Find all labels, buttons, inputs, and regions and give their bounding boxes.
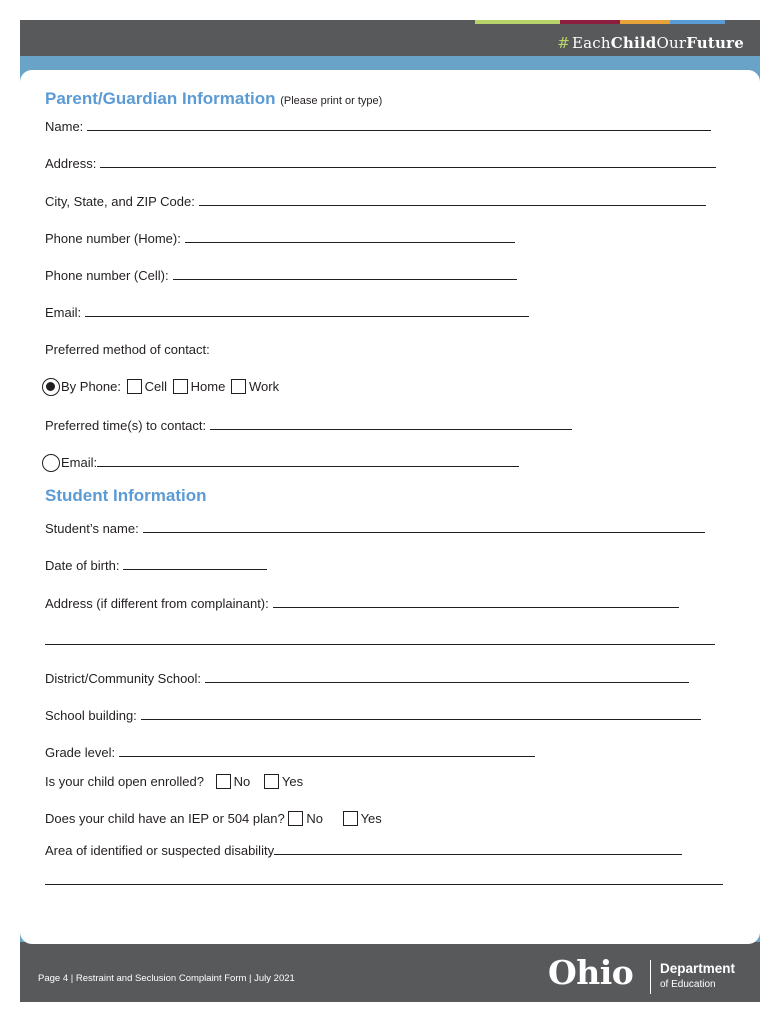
color-stripes	[20, 20, 760, 24]
preferred-time-label: Preferred time(s) to contact:	[45, 418, 207, 433]
iep-label: Does your child have an IEP or 504 plan?	[45, 811, 285, 826]
ohio-logo: Ohio	[548, 953, 634, 992]
campaign-logo: # EachChildOurFuture	[557, 34, 744, 52]
parent-section-heading: Parent/Guardian Information (Please print or type)	[45, 89, 383, 108]
department-line-1: Department	[660, 961, 736, 976]
phone-cell-label: Phone number (Cell):	[45, 268, 169, 283]
student-address-row-2	[45, 632, 715, 649]
disability-field[interactable]	[274, 842, 682, 855]
student-address-field-2[interactable]	[45, 632, 715, 645]
student-address-label: Address (if different from complainant):	[45, 596, 269, 611]
dob-field[interactable]	[123, 557, 267, 570]
address-row	[45, 155, 716, 172]
address-field[interactable]	[100, 155, 716, 168]
address-label: Address:	[45, 156, 97, 171]
building-field[interactable]	[141, 707, 701, 720]
city-field[interactable]	[199, 193, 706, 206]
home-label: Home	[190, 379, 226, 394]
iep-row	[45, 811, 382, 827]
email-row	[45, 304, 529, 321]
grade-row	[45, 744, 535, 761]
open-enrolled-label: Is your child open enrolled?	[45, 774, 204, 789]
page-footer-text: Page 4 | Restraint and Seclusion Complaint Form | July 2021	[38, 973, 295, 984]
open-enrolled-row	[45, 774, 303, 790]
iep-no-checkbox[interactable]	[288, 811, 303, 826]
cell-checkbox[interactable]	[127, 379, 142, 394]
email-option-field[interactable]	[97, 454, 519, 467]
student-section-heading: Student Information	[45, 486, 207, 505]
work-label: Work	[248, 379, 280, 394]
department-logo	[660, 961, 735, 993]
iep-yes-label: Yes	[360, 811, 382, 826]
email-field[interactable]	[85, 304, 529, 317]
by-phone-radio[interactable]	[42, 378, 60, 396]
phone-home-row	[45, 230, 515, 247]
email-option-row	[42, 454, 519, 472]
open-enrolled-yes-label: Yes	[281, 774, 304, 789]
disability-label: Area of identified or suspected disability	[45, 843, 275, 858]
name-field[interactable]	[87, 118, 711, 131]
department-line-2: of Education	[660, 979, 716, 990]
grade-field[interactable]	[119, 744, 535, 757]
phone-cell-row	[45, 267, 517, 284]
cell-label: Cell	[144, 379, 168, 394]
email-radio[interactable]	[42, 454, 60, 472]
dob-label: Date of birth:	[45, 558, 120, 573]
iep-yes-checkbox[interactable]	[343, 811, 358, 826]
disability-row-2	[45, 872, 723, 889]
home-checkbox[interactable]	[173, 379, 188, 394]
phone-cell-field[interactable]	[173, 267, 517, 280]
preferred-method-label: Preferred method of contact:	[45, 342, 210, 357]
name-label: Name:	[45, 119, 84, 134]
open-enrolled-no-checkbox[interactable]	[216, 774, 231, 789]
district-row	[45, 670, 689, 687]
open-enrolled-no-label: No	[233, 774, 251, 789]
building-label: School building:	[45, 708, 137, 723]
dob-row	[45, 557, 267, 574]
name-row	[45, 118, 711, 135]
disability-row	[45, 842, 682, 859]
iep-no-label: No	[306, 811, 323, 826]
district-label: District/Community School:	[45, 671, 202, 686]
grade-label: Grade level:	[45, 745, 116, 760]
district-field[interactable]	[205, 670, 689, 683]
open-enrolled-yes-checkbox[interactable]	[264, 774, 279, 789]
email-option-label: Email:	[61, 455, 98, 470]
preferred-time-field[interactable]	[210, 417, 572, 430]
student-address-row	[45, 595, 679, 612]
logo-divider	[650, 960, 651, 994]
phone-home-field[interactable]	[185, 230, 515, 243]
city-label: City, State, and ZIP Code:	[45, 194, 195, 209]
student-name-row	[45, 520, 705, 537]
student-name-label: Student’s name:	[45, 521, 139, 536]
disability-field-2[interactable]	[45, 872, 723, 885]
preferred-time-row	[45, 417, 572, 434]
phone-home-label: Phone number (Home):	[45, 231, 181, 246]
by-phone-label: By Phone:	[61, 379, 121, 394]
student-address-field[interactable]	[273, 595, 679, 608]
by-phone-row	[42, 378, 279, 396]
city-row	[45, 193, 706, 210]
student-name-field[interactable]	[143, 520, 705, 533]
work-checkbox[interactable]	[231, 379, 246, 394]
page-footer	[20, 942, 760, 1002]
building-row	[45, 707, 701, 724]
email-label: Email:	[45, 305, 82, 320]
